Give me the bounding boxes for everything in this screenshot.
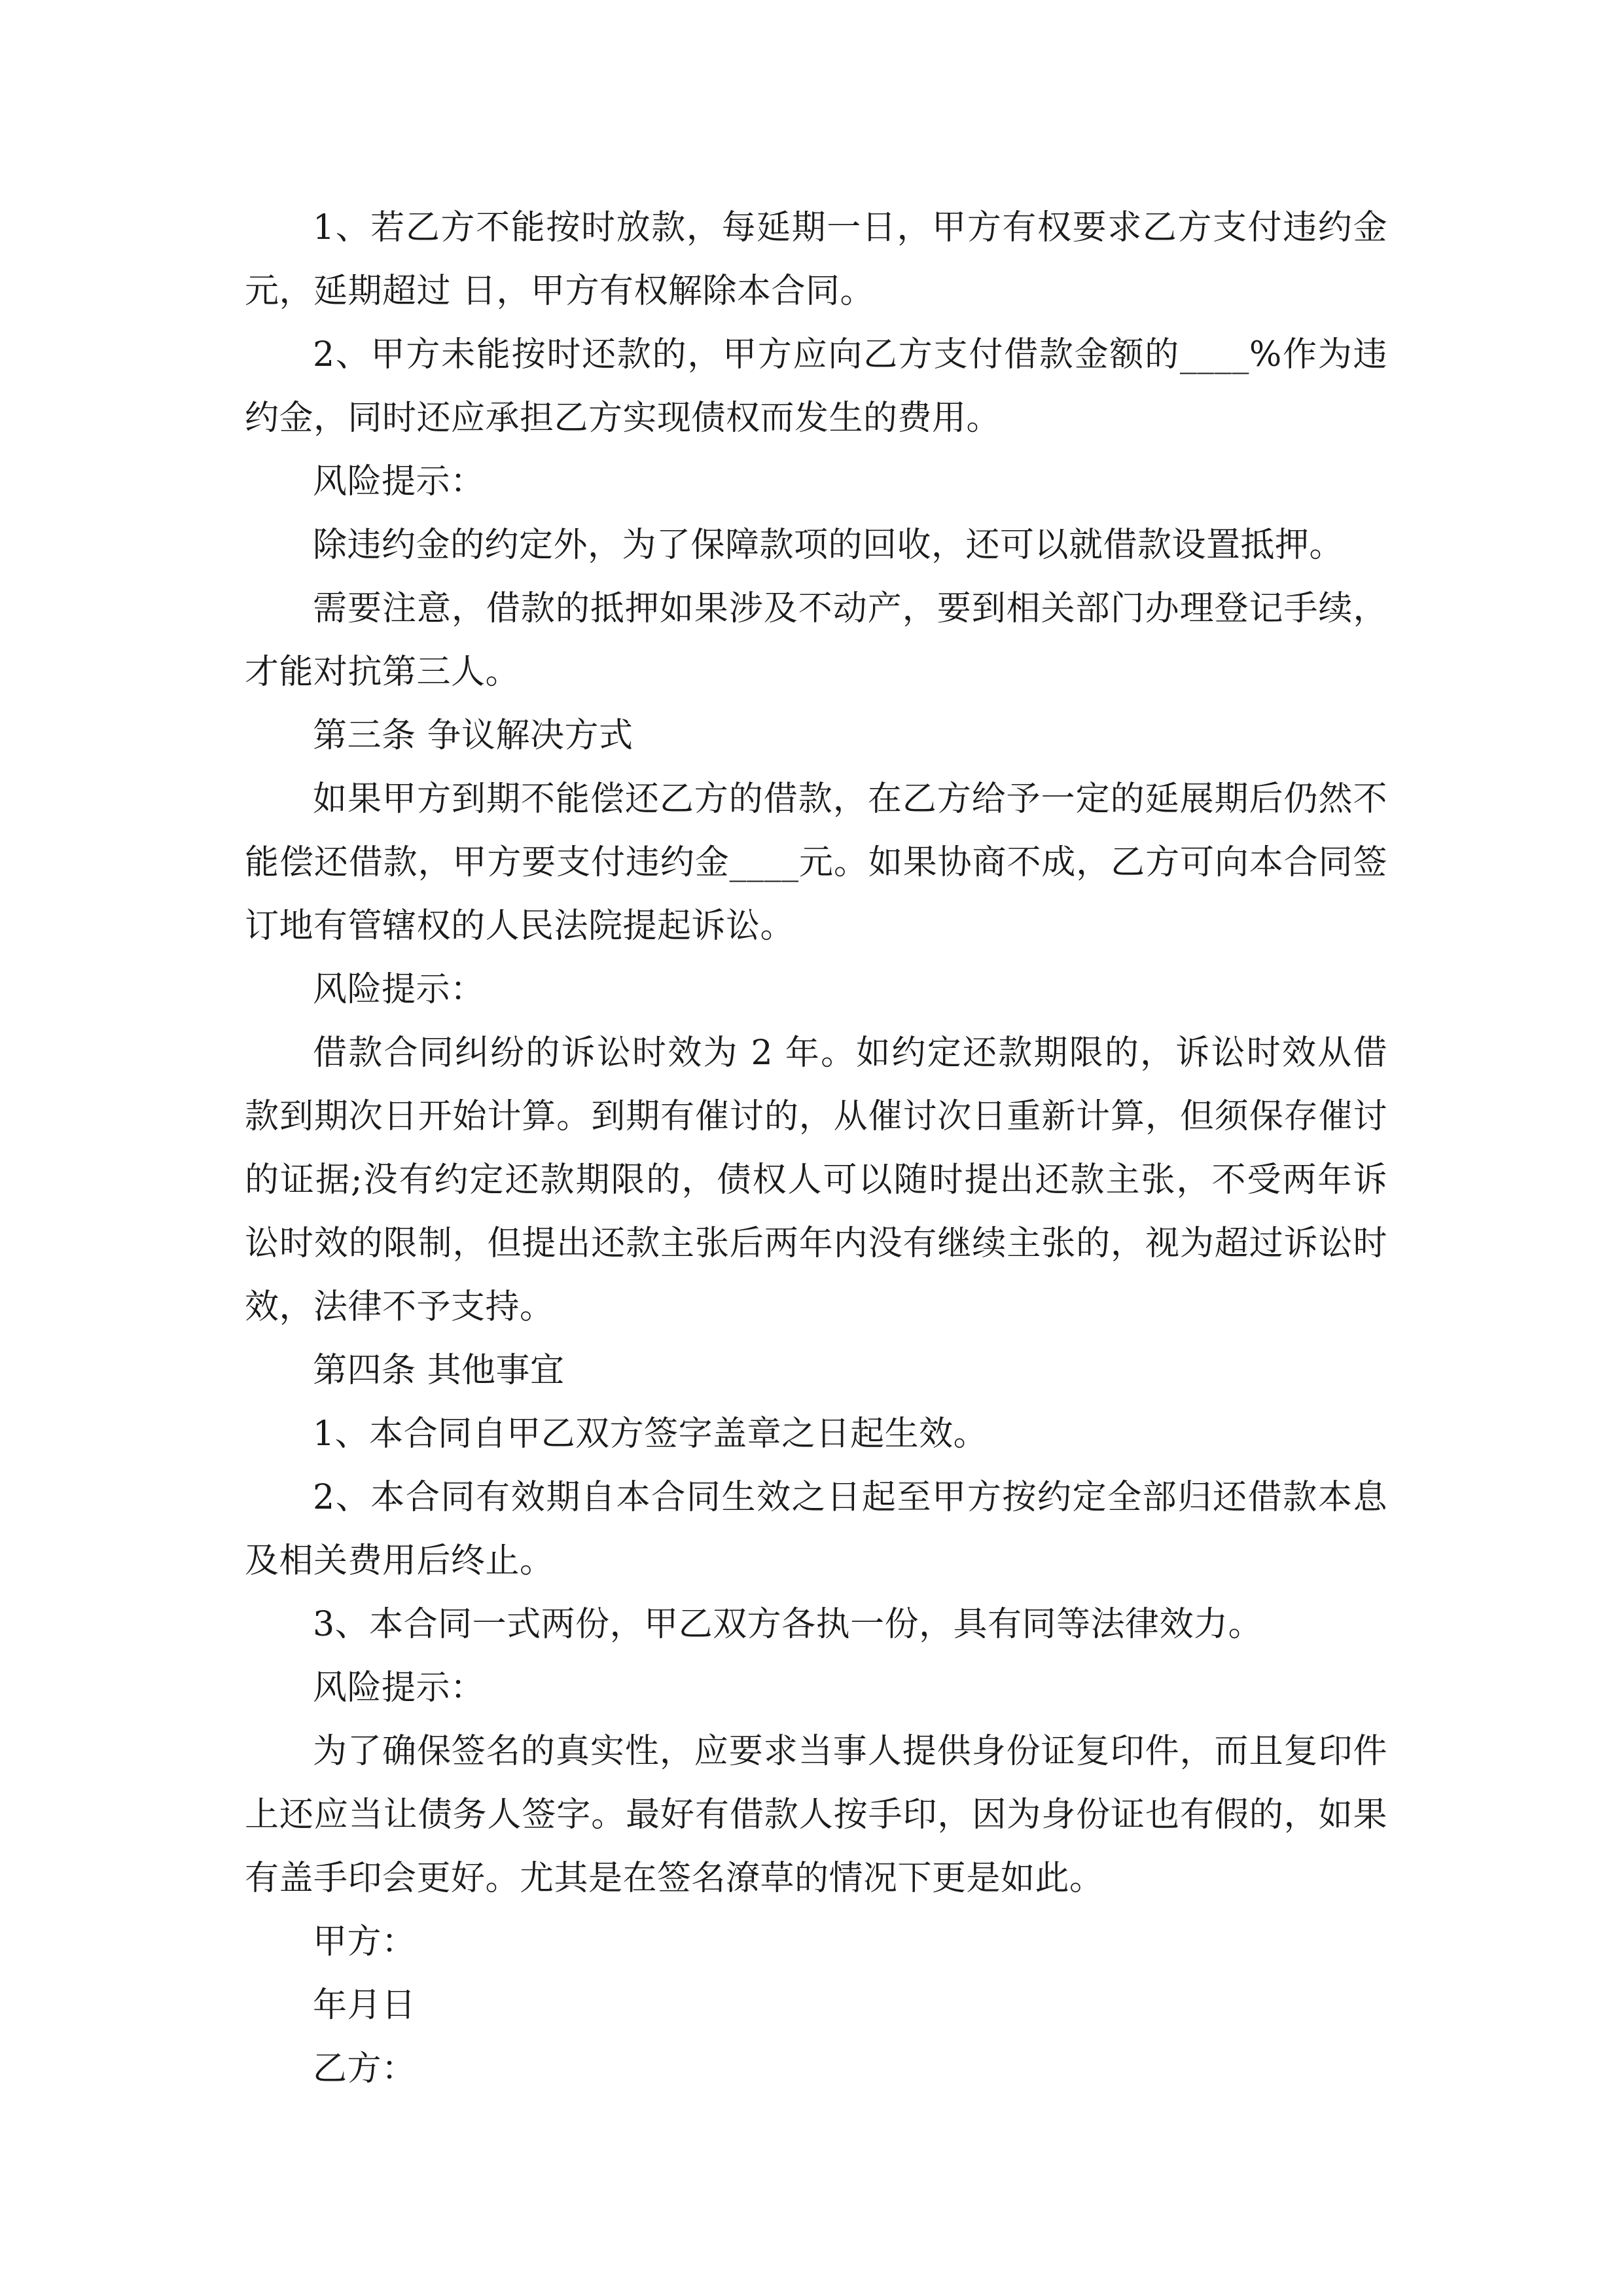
article-three-body: 如果甲方到期不能偿还乙方的借款，在乙方给予一定的延展期后仍然不能偿还借款，甲方要支付违约金____元。如果协商不成，乙方可向本合同签订地有管辖权的人民法院提起诉讼。 [245,780,1387,946]
clause-late-lending-penalty: 1、若乙方不能按时放款，每延期一日，甲方有权要求乙方支付违约金 元，延期超过 日，甲方有权解除本合同。 [245,208,1387,311]
article-four-item-3: 3、本合同一式两份，甲乙双方各执一份，具有同等法律效力。 [313,1605,1263,1644]
document-body [245,196,1387,2101]
risk-notice-real-estate: 需要注意，借款的抵押如果涉及不动产，要到相关部门办理登记手续，才能对抗第三人。 [245,589,1387,692]
article-four-heading: 第四条 其他事宜 [313,1351,565,1390]
risk-notice-heading: 风险提示： [313,970,485,1009]
risk-notice-signature: 为了确保签名的真实性，应要求当事人提供身份证复印件，而且复印件上还应当让债务人签字。最好有借款人按手印，因为身份证也有假的，如果有盖手印会更好。尤其是在签名潦草的情况下更是如此。 [245,1732,1387,1898]
article-four-item-1: 1、本合同自甲乙双方签字盖章之日起生效。 [313,1414,988,1454]
party-b-signature-line: 乙方： [313,2049,416,2089]
date-line: 年月日 [313,1986,416,2025]
risk-notice-limitation: 借款合同纠纷的诉讼时效为 2 年。如约定还款期限的，诉讼时效从借款到期次日开始计算。到期有催讨的，从催讨次日重新计算，但须保存催讨的证据;没有约定还款期限的，债权人可以随时提出还款主张，不受两年诉讼时效的限制，但提出还款主张后两年内没有继续主张的，视为超过诉讼时效，法律不予支持。 [245,1033,1387,1327]
risk-notice-heading: 风险提示： [313,462,485,501]
article-four-item-2: 2、本合同有效期自本合同生效之日起至甲方按约定全部归还借款本息及相关费用后终止。 [245,1478,1387,1581]
party-a-signature-line: 甲方： [313,1922,416,1962]
clause-late-repayment-penalty: 2、甲方未能按时还款的，甲方应向乙方支付借款金额的____%作为违约金，同时还应承担乙方实现债权而发生的费用。 [245,335,1387,438]
article-three-heading: 第三条 争议解决方式 [313,716,633,755]
risk-notice-heading: 风险提示： [313,1668,485,1708]
risk-notice-mortgage: 除违约金的约定外，为了保障款项的回收，还可以就借款设置抵押。 [313,526,1344,565]
